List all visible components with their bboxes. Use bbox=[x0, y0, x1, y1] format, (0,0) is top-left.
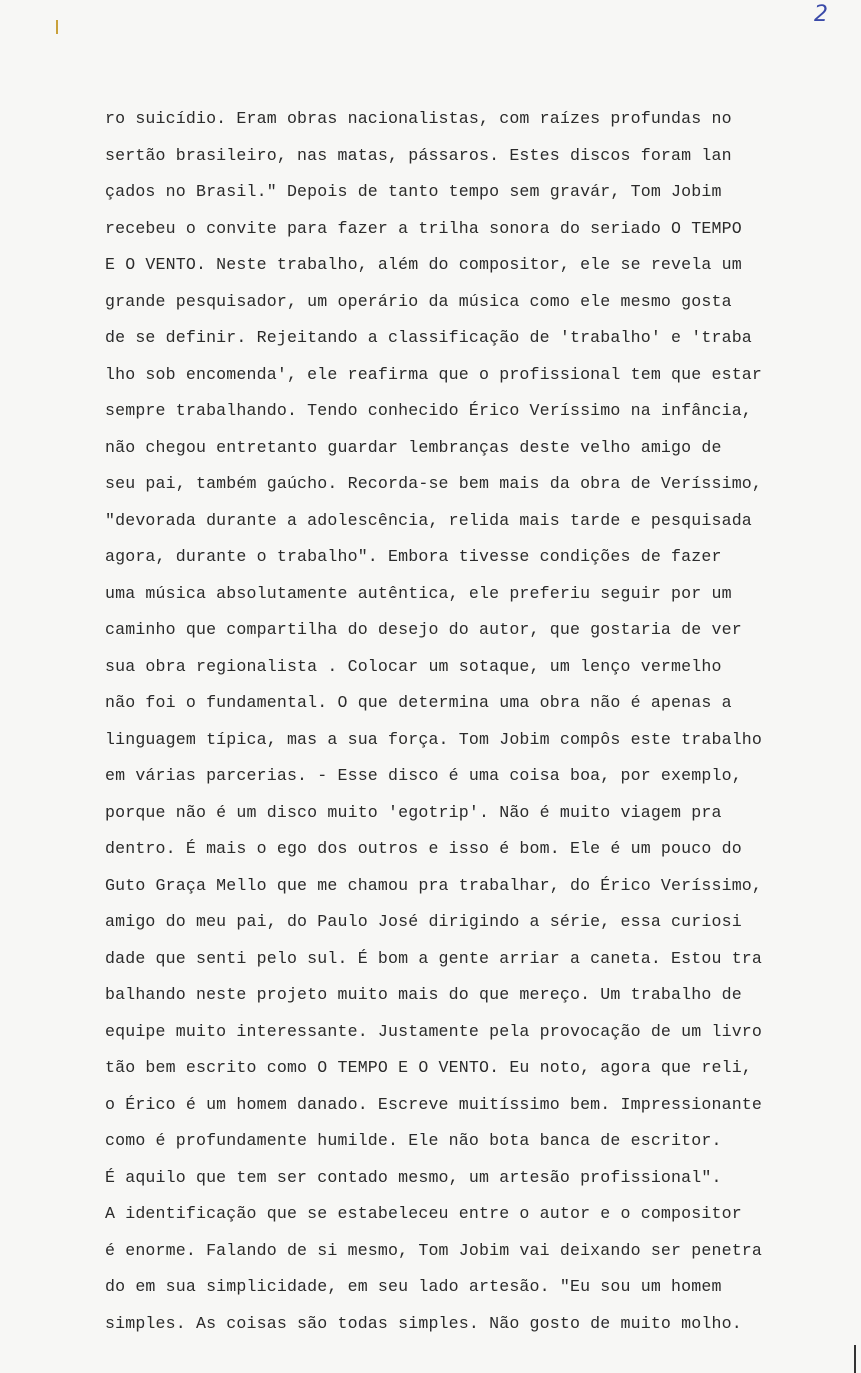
text-line: simples. As coisas são todas simples. Não gosto de muito molho. bbox=[105, 1313, 742, 1333]
text-line: dade que senti pelo sul. É bom a gente arriar a caneta. Estou tra bbox=[105, 948, 763, 968]
text-line: não foi o fundamental. O que determina uma obra não é apenas a bbox=[105, 693, 732, 712]
text-line: dentro. É mais o ego dos outros e isso é bom. Ele é um pouco do bbox=[105, 839, 742, 858]
text-line: E O VENTO. Neste trabalho, além do compositor, ele se revela um bbox=[105, 255, 742, 274]
text-line: sempre trabalhando. Tendo conhecido Érico Veríssimo na infância, bbox=[105, 401, 752, 420]
text-line: porque não é um disco muito 'egotrip'. Não é muito viagem pra bbox=[105, 802, 722, 822]
text-line: balhando neste projeto muito mais do que mereço. Um trabalho de bbox=[105, 985, 742, 1004]
text-line: não chegou entretanto guardar lembranças deste velho amigo de bbox=[105, 437, 722, 457]
text-line: çados no Brasil." Depois de tanto tempo sem gravár, Tom Jobim bbox=[105, 182, 722, 201]
text-line: É aquilo que tem ser contado mesmo, um artesão profissional". bbox=[105, 1167, 722, 1187]
text-line: grande pesquisador, um operário da música como ele mesmo gosta bbox=[105, 291, 732, 311]
text-line: seu pai, também gaúcho. Recorda-se bem mais da obra de Veríssimo, bbox=[105, 474, 763, 493]
text-line: amigo do meu pai, do Paulo José dirigindo a série, essa curiosi bbox=[105, 912, 742, 931]
text-line: equipe muito interessante. Justamente pela provocação de um livro bbox=[105, 1021, 763, 1041]
text-line: agora, durante o trabalho". Embora tivesse condições de fazer bbox=[105, 547, 722, 566]
text-line: de se definir. Rejeitando a classificação de 'trabalho' e 'traba bbox=[105, 328, 752, 347]
text-line: sertão brasileiro, nas matas, pássaros. Estes discos foram lan bbox=[105, 145, 732, 165]
text-line: é enorme. Falando de si mesmo, Tom Jobim vai deixando ser penetra bbox=[105, 1240, 763, 1260]
text-line: tão bem escrito como O TEMPO E O VENTO. Eu noto, agora que reli, bbox=[105, 1058, 752, 1077]
text-line: lho sob encomenda', ele reafirma que o profissional tem que estar bbox=[105, 364, 763, 384]
text-line: ro suicídio. Eram obras nacionalistas, com raízes profundas no bbox=[105, 109, 732, 128]
text-line: o Érico é um homem danado. Escreve muitíssimo bem. Impressionante bbox=[105, 1094, 763, 1114]
text-line: do em sua simplicidade, em seu lado artesão. "Eu sou um homem bbox=[105, 1277, 722, 1296]
text-line: caminho que compartilha do desejo do autor, que gostaria de ver bbox=[105, 620, 742, 639]
page-number: 2 bbox=[814, 2, 828, 27]
text-line: uma música absolutamente autêntica, ele preferiu seguir por um bbox=[105, 583, 732, 603]
text-line: linguagem típica, mas a sua força. Tom Jobim compôs este trabalho bbox=[105, 729, 763, 749]
text-line: A identificação que se estabeleceu entre o autor e o compositor bbox=[105, 1204, 742, 1223]
text-line: recebeu o convite para fazer a trilha sonora do seriado O TEMPO bbox=[105, 218, 742, 238]
typed-text-body bbox=[105, 101, 825, 1342]
text-line: como é profundamente humilde. Ele não bota banca de escritor. bbox=[105, 1131, 722, 1150]
text-line: Guto Graça Mello que me chamou pra trabalhar, do Érico Veríssimo, bbox=[105, 875, 763, 895]
text-line: sua obra regionalista . Colocar um sotaque, um lenço vermelho bbox=[105, 656, 722, 676]
scan-mark bbox=[56, 20, 58, 34]
scan-mark bbox=[854, 1345, 856, 1373]
text-line: "devorada durante a adolescência, relida mais tarde e pesquisada bbox=[105, 510, 752, 530]
text-line: em várias parcerias. - Esse disco é uma coisa boa, por exemplo, bbox=[105, 766, 742, 785]
